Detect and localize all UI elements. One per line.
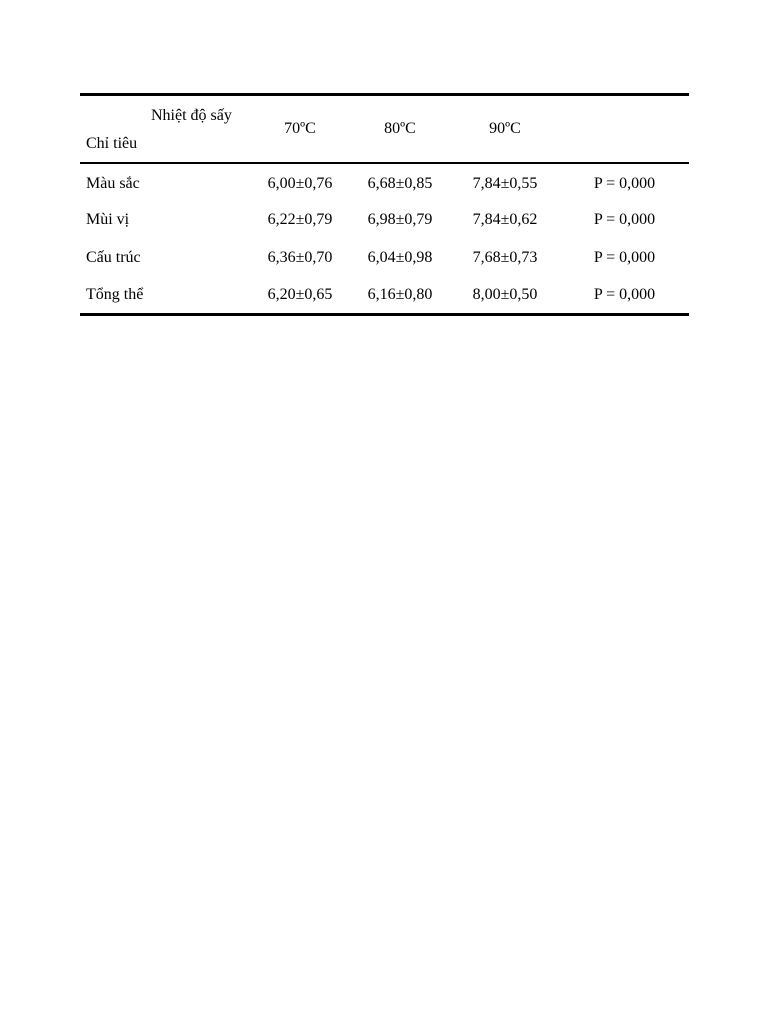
table-header-row [80,95,689,163]
cell-p-value: P = 0,000 [593,174,656,192]
cell-value-80: 6,68±0,85 [367,174,433,192]
table-row [80,163,689,201]
cell-value-80: 6,98±0,79 [367,210,433,228]
table-row [80,201,689,239]
row-label: Màu sắc [86,174,140,192]
header-temp-80: 80ºC [384,119,416,137]
cell-p-value: P = 0,000 [593,285,656,303]
cell-value-70: 6,20±0,65 [267,285,333,303]
table-row [80,277,689,315]
cell-value-80: 6,04±0,98 [367,248,433,266]
cell-value-80: 6,16±0,80 [367,285,433,303]
corner-header-cell [80,95,250,163]
header-p-value [560,95,689,163]
cell-p-value: P = 0,000 [593,248,656,266]
header-temp-70: 70ºC [284,119,316,137]
row-label: Mùi vị [86,210,130,228]
table-row [80,239,689,277]
cell-p-value: P = 0,000 [593,210,656,228]
cell-value-90: 7,84±0,62 [472,210,538,228]
results-table-container [80,93,689,316]
cell-value-90: 8,00±0,50 [472,285,538,303]
cell-value-70: 6,22±0,79 [267,210,333,228]
header-temp-90: 90ºC [489,119,521,137]
cell-value-90: 7,84±0,55 [472,174,538,192]
cell-value-90: 7,68±0,73 [472,248,538,266]
cell-value-70: 6,36±0,70 [267,248,333,266]
row-label: Tổng thể [86,285,144,303]
drying-temperature-label: Nhiệt độ sấy [151,107,232,124]
cell-value-70: 6,00±0,76 [267,174,333,192]
sensory-evaluation-table [80,93,689,316]
row-label: Cấu trúc [86,248,141,266]
criteria-label: Chỉ tiêu [86,135,138,152]
